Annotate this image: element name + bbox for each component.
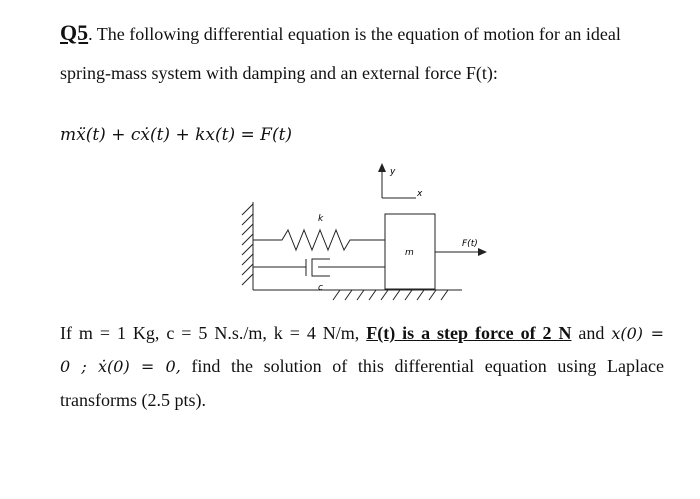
wall-hatching <box>242 204 253 285</box>
y-arrowhead <box>378 163 386 172</box>
label-c: c <box>318 283 323 293</box>
label-force: F(t) <box>462 239 478 249</box>
label-m: m <box>405 248 414 258</box>
question-intro-2: spring-mass system with damping and an external force F(t): <box>60 63 498 83</box>
question-number: Q5 <box>60 20 89 45</box>
conjunction-and: and <box>571 323 612 343</box>
given-values: If m = 1 Kg, c = 5 N.s./m, k = 4 N/m, <box>60 323 367 343</box>
task-description: find the solution of this differential equation using Laplace <box>180 356 665 376</box>
question-intro-1: . The following differential equation is the equation of motion for an ideal <box>88 24 621 44</box>
spring <box>253 230 385 250</box>
initial-position: x(0) = <box>611 324 664 343</box>
damper <box>253 259 385 276</box>
equation-of-motion: mẍ(t) + cẋ(t) + kx(t) = F(t) <box>60 125 293 145</box>
ground-hatching <box>333 290 448 300</box>
problem-line-2 <box>60 356 664 377</box>
initial-velocity: ẋ(0) = 0, <box>98 357 181 376</box>
label-k: k <box>318 214 324 224</box>
problem-line-3: transforms (2.5 pts). <box>60 390 206 410</box>
label-x: x <box>417 189 423 199</box>
initial-position-value: 0 ; <box>60 357 98 376</box>
label-y: y <box>390 167 396 177</box>
force-arrowhead <box>478 248 487 256</box>
step-force-emphasis: F(t) is a step force of 2 N <box>366 323 572 343</box>
problem-line-1 <box>60 323 664 344</box>
